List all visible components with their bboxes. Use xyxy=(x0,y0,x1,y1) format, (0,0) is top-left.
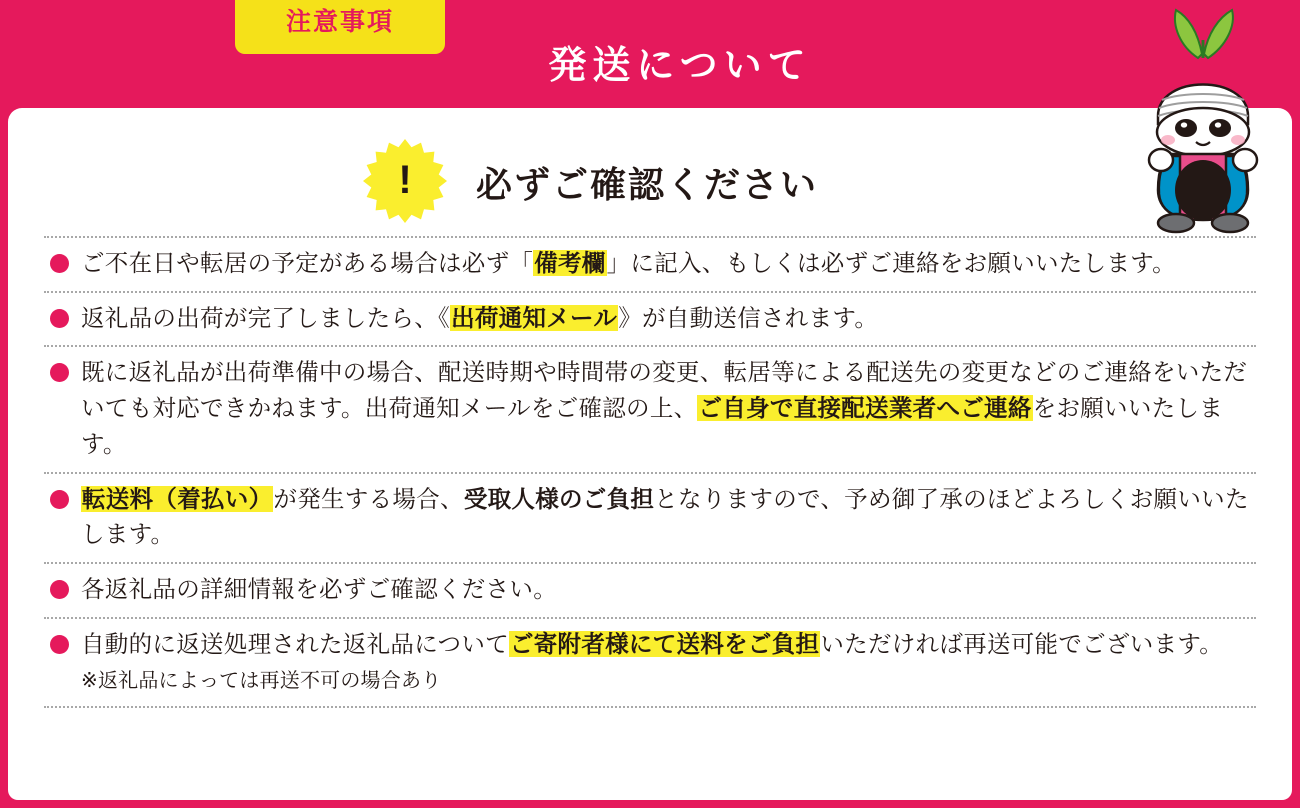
bullet-icon xyxy=(50,254,69,273)
list-divider xyxy=(44,706,1256,708)
page-title: 発送について xyxy=(548,45,812,87)
confirm-heading xyxy=(38,134,1262,230)
list-item xyxy=(38,238,1262,291)
confirm-heading-label: 必ずご確認ください xyxy=(475,163,818,205)
notice-text: 自動的に返送処理された返礼品についてご寄附者様にて送料をご負担いただければ再送可能でございます。 ※返礼品によっては再送不可の場合あり xyxy=(81,630,1224,693)
notice-text: 各返礼品の詳細情報を必ずご確認ください。 xyxy=(81,576,557,603)
list-item xyxy=(38,474,1262,562)
list-divider xyxy=(44,617,1256,619)
list-divider xyxy=(44,345,1256,347)
bullet-icon xyxy=(50,490,69,509)
notice-text: 転送料（着払い）が発生する場合、受取人様のご負担となりますので、予め御了承のほどよろしくお願いいたします。 xyxy=(81,485,1249,548)
poster-header xyxy=(0,0,1300,108)
notice-text: 既に返礼品が出荷準備中の場合、配送時期や時間帯の変更、転居等による配送先の変更などのご連絡をいただいても対応できかねます。出荷通知メールをご確認の上、ご自身で直接配送業者へご連絡をお願いいたします。 xyxy=(81,359,1248,457)
turnip-character-mascot xyxy=(1128,4,1278,239)
notice-text: 返礼品の出荷が完了しましたら、《出荷通知メール》が自動送信されます。 xyxy=(81,304,879,331)
notice-text: ご不在日や転居の予定がある場合は必ず「備考欄」に記入、もしくは必ずご連絡をお願いいたします。 xyxy=(81,250,1176,276)
exclamation-mark: ! xyxy=(398,158,412,202)
notice-list xyxy=(38,236,1262,708)
list-divider xyxy=(44,291,1256,293)
list-divider xyxy=(44,562,1256,564)
bullet-icon xyxy=(50,580,69,599)
exclamation-burst-icon xyxy=(362,139,448,225)
list-divider xyxy=(44,236,1256,238)
list-item xyxy=(38,564,1262,617)
bullet-icon xyxy=(50,309,69,328)
notice-card xyxy=(8,108,1292,800)
list-item xyxy=(38,293,1262,346)
caution-badge-label: 注意事項 xyxy=(285,8,394,36)
bullet-icon xyxy=(50,363,69,382)
list-item xyxy=(38,619,1262,706)
list-divider xyxy=(44,472,1256,474)
list-item xyxy=(38,347,1262,471)
bullet-icon xyxy=(50,635,69,654)
